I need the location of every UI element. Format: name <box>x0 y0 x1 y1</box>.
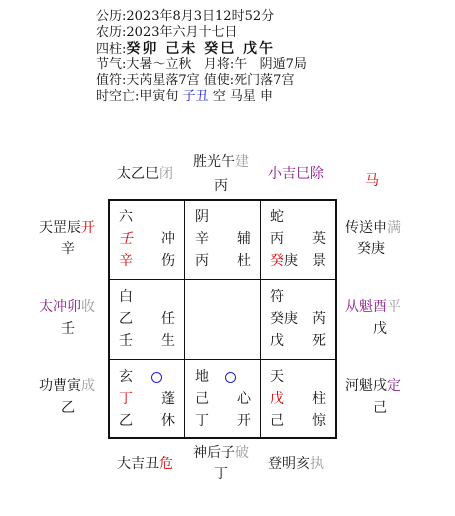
outer-bot-right-state: 执 <box>310 456 324 472</box>
palace-3-door: 生 <box>161 333 175 349</box>
outer-bot-mid <box>193 444 249 462</box>
outer-right-top <box>345 219 401 237</box>
palace-6-door: 惊 <box>312 413 326 429</box>
xun-value: 甲寅旬 <box>139 89 179 104</box>
sizhu-label: 四柱: <box>96 42 127 57</box>
palace-3-earth-stem: 壬 <box>119 333 133 349</box>
outer-left-top-state: 开 <box>81 220 95 236</box>
palace-4-earth-stem: 辛 <box>119 253 133 269</box>
palace-3 <box>119 287 179 353</box>
palace-1-god: 地 <box>195 369 209 385</box>
gongli-value: :2023年8月3日12时52分 <box>122 9 275 24</box>
zhifu-line <box>96 73 294 89</box>
shikong-label: 时空亡: <box>96 89 140 104</box>
outer-left-mid-stem: 壬 <box>61 321 75 337</box>
palace-9-god: 阴 <box>195 209 209 225</box>
outer-left-bot-name: 功曹寅 <box>39 378 81 394</box>
yuejiang-value: 午 <box>234 57 248 72</box>
grid-vline-2 <box>260 201 261 437</box>
outer-top-mid-state: 建 <box>235 154 249 170</box>
palace-3-star: 任 <box>161 311 175 327</box>
outer-top-left-name: 太乙巳 <box>117 166 159 182</box>
outer-left-mid-name: 太冲卯 <box>39 299 81 315</box>
palace-8-door: 休 <box>161 413 175 429</box>
outer-left-top-name: 天罡辰 <box>39 220 81 236</box>
grid-hline-2 <box>110 359 335 360</box>
palace-5 <box>195 287 257 353</box>
palace-9-heaven-stem: 辛 <box>195 231 209 247</box>
grid-hline-1 <box>110 279 335 280</box>
outer-top-mid-name: 胜光午 <box>193 154 235 170</box>
nongli-line <box>96 25 237 41</box>
outer-right-bot <box>345 377 401 395</box>
outer-top-right-name: 小吉巳 <box>268 166 310 182</box>
outer-right-top-name: 传送申 <box>345 220 387 236</box>
nongli-value: :2023年六月十七日 <box>122 25 238 40</box>
palace-8 <box>119 367 179 433</box>
outer-bot-right-name: 登明亥 <box>268 456 310 472</box>
palace-grid <box>108 199 337 439</box>
palace-4-star: 冲 <box>161 231 175 247</box>
outer-bot-mid-name: 神后子 <box>193 445 235 461</box>
outer-top-left <box>117 165 173 183</box>
palace-7-god: 符 <box>270 289 284 305</box>
outer-bot-mid-state: 破 <box>235 445 249 461</box>
palace-2-earth-stem-b: 庚 <box>284 253 298 269</box>
palace-4-heaven-stem: 壬 <box>119 231 133 247</box>
outer-top-mid <box>193 153 249 171</box>
palace-8-god: 玄 <box>119 369 133 385</box>
palace-9-earth-stem: 丙 <box>195 253 209 269</box>
palace-1-door: 开 <box>237 413 251 429</box>
palace-8-void-circle-icon <box>151 368 162 388</box>
palace-8-heaven-stem: 丁 <box>119 391 133 407</box>
palace-6 <box>270 367 334 433</box>
palace-1-void-circle-icon <box>225 368 236 388</box>
outer-bot-left <box>117 455 173 473</box>
jieqi-value: 大暑～立秋 <box>126 57 192 72</box>
jieqi-label: 节气: <box>96 57 127 72</box>
palace-2-door: 景 <box>312 253 326 269</box>
outer-top-right-state: 除 <box>310 166 324 182</box>
outer-bot-right <box>268 455 324 473</box>
outer-right-mid-name: 从魁酉 <box>345 299 387 315</box>
outer-top-right <box>268 165 324 183</box>
palace-8-star: 蓬 <box>161 391 175 407</box>
palace-9-star: 辅 <box>237 231 251 247</box>
palace-2-earth-stem-a: 癸 <box>270 253 284 269</box>
palace-2 <box>270 207 334 273</box>
zhishi-value: 值使:死门落7宫 <box>203 73 295 88</box>
palace-2-earth-stems <box>270 251 298 271</box>
outer-top-mid-stem: 丙 <box>214 178 228 194</box>
outer-right-top-stem: 癸庚 <box>357 241 385 257</box>
outer-bot-mid-stem: 丁 <box>214 466 228 482</box>
outer-left-top-stem: 辛 <box>61 241 75 257</box>
sizhu-value: 癸卯 己未 癸巳 戊午 <box>126 41 276 57</box>
palace-1-star: 心 <box>237 391 251 407</box>
palace-7 <box>270 287 334 353</box>
palace-4-door: 伤 <box>161 253 175 269</box>
outer-right-top-state: 满 <box>387 220 401 236</box>
outer-bot-left-name: 大吉丑 <box>117 456 159 472</box>
palace-6-heaven-stem: 戊 <box>270 391 284 407</box>
zhifu-value: 值符:天芮星落7宫 <box>96 73 200 88</box>
palace-1 <box>195 367 257 433</box>
outer-right-bot-stem: 己 <box>373 400 387 416</box>
palace-3-god: 白 <box>119 289 133 305</box>
yuejiang-label: 月将: <box>203 57 235 72</box>
gongli-line <box>96 9 274 25</box>
outer-left-mid-state: 收 <box>81 299 95 315</box>
palace-6-earth-stem: 己 <box>270 413 284 429</box>
outer-left-bot <box>39 377 95 395</box>
nongli-label: 农历 <box>96 25 123 40</box>
palace-9 <box>195 207 257 273</box>
palace-7-door: 死 <box>312 333 326 349</box>
palace-7-heaven-stem: 癸庚 <box>270 311 298 327</box>
palace-9-door: 杜 <box>237 253 251 269</box>
outer-left-bot-stem: 乙 <box>61 400 75 416</box>
palace-6-star: 柱 <box>312 391 326 407</box>
palace-2-god: 蛇 <box>270 209 284 225</box>
kong-branches: 子丑 <box>182 89 209 104</box>
shikong-line <box>96 89 273 105</box>
outer-top-left-state: 闭 <box>159 166 173 182</box>
palace-3-heaven-stem: 乙 <box>119 311 133 327</box>
maxing-label: 马星 <box>229 89 256 104</box>
outer-right-bot-state: 定 <box>387 378 401 394</box>
grid-vline-1 <box>184 201 185 437</box>
jieqi-line <box>96 57 307 73</box>
palace-7-star: 芮 <box>312 311 326 327</box>
palace-7-earth-stem: 戊 <box>270 333 284 349</box>
outer-right-bot-name: 河魁戌 <box>345 378 387 394</box>
palace-4-god: 六 <box>119 209 133 225</box>
outer-left-top <box>39 219 95 237</box>
maxing-value: 申 <box>260 89 274 104</box>
horse-marker: 马 <box>365 173 379 189</box>
kong-word: 空 <box>212 89 226 104</box>
outer-left-mid <box>39 298 95 316</box>
palace-1-heaven-stem: 己 <box>195 391 209 407</box>
outer-right-mid-stem: 戊 <box>373 321 387 337</box>
outer-right-mid <box>345 298 401 316</box>
palace-6-god: 天 <box>270 369 284 385</box>
palace-4 <box>119 207 179 273</box>
outer-right-mid-state: 平 <box>387 299 401 315</box>
palace-1-earth-stem: 丁 <box>195 413 209 429</box>
palace-2-star: 英 <box>312 231 326 247</box>
outer-bot-left-state: 危 <box>159 456 173 472</box>
sizhu-line <box>96 41 275 58</box>
ju-label: 阴遁7局 <box>259 57 307 72</box>
outer-left-bot-state: 成 <box>81 378 95 394</box>
palace-8-earth-stem: 乙 <box>119 413 133 429</box>
palace-2-heaven-stem: 丙 <box>270 231 284 247</box>
gongli-label: 公历 <box>96 9 123 24</box>
